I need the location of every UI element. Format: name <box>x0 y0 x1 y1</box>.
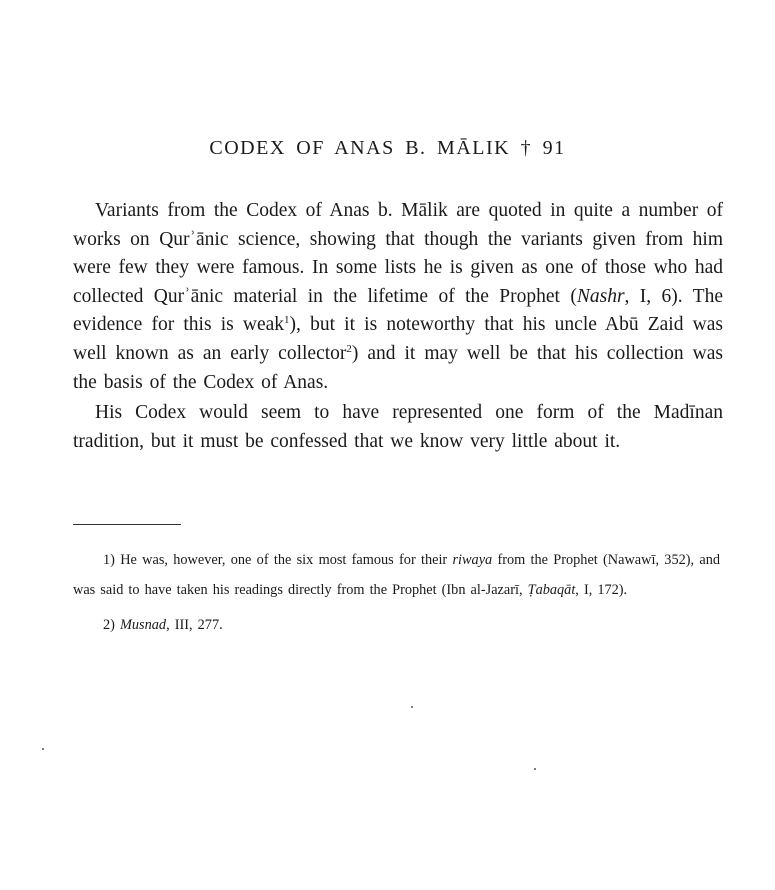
scan-speck <box>534 768 536 770</box>
fn1-text-3: , I, 172). <box>575 581 628 598</box>
footnotes <box>73 546 720 641</box>
fn2-text-1: , III, 277. <box>166 617 223 634</box>
riwaya-italic: riwaya <box>452 552 493 568</box>
musnad-italic: Musnad <box>120 617 167 634</box>
running-head <box>0 137 775 160</box>
paragraph-2: His Codex would seem to have represented one form of the Madīnan tradition, but it must be confessed that we know very little about it. <box>73 402 723 452</box>
p1-text-3: ), but it is noteworthy that his uncle Abū Zaid was well known as an early collector <box>73 314 723 364</box>
fn1-text-2: from the Prophet (Nawawī, 352), and was said to have taken his readings directly from the Prophet (Ibn al-Jazarī, <box>73 552 721 598</box>
p1-text-1: Variants from the Codex of Anas b. Mālik are quoted in quite a number of works on Qurʾānic science, showing that though the variants given from him were few they were famous. In some lists he is given as one of those who had collected Qurʾānic material in the lifetime of the Prophet ( <box>73 200 723 307</box>
body-text <box>73 197 723 456</box>
footnote-divider <box>73 524 181 525</box>
footnote-1 <box>73 546 720 605</box>
scan-speck <box>42 748 44 750</box>
p1-text-2: , I, 6). The evidence for this is weak <box>73 285 724 336</box>
p1-text-4: ) and it may well be that his collection was the basis of the Codex of Anas. <box>73 342 723 393</box>
footnote-ref-1: 1 <box>284 314 290 327</box>
footnote-ref-2: 2 <box>346 342 352 355</box>
paragraph-1 <box>73 197 723 397</box>
page-number: 91 <box>542 137 566 159</box>
fn1-text-1: He was, however, one of the six most famous for their <box>120 552 453 568</box>
tabaqat-italic: Ṭabaqāt <box>527 581 576 598</box>
scan-speck <box>411 706 413 708</box>
chapter-title: CODEX OF ANAS B. MĀLIK <box>209 137 511 159</box>
nashr-italic: Nashr <box>576 285 625 307</box>
footnote-1-label: 1) <box>103 552 115 568</box>
footnote-2-label: 2) <box>103 617 115 634</box>
footnote-2 <box>73 611 720 641</box>
dagger-symbol: † <box>520 137 533 159</box>
